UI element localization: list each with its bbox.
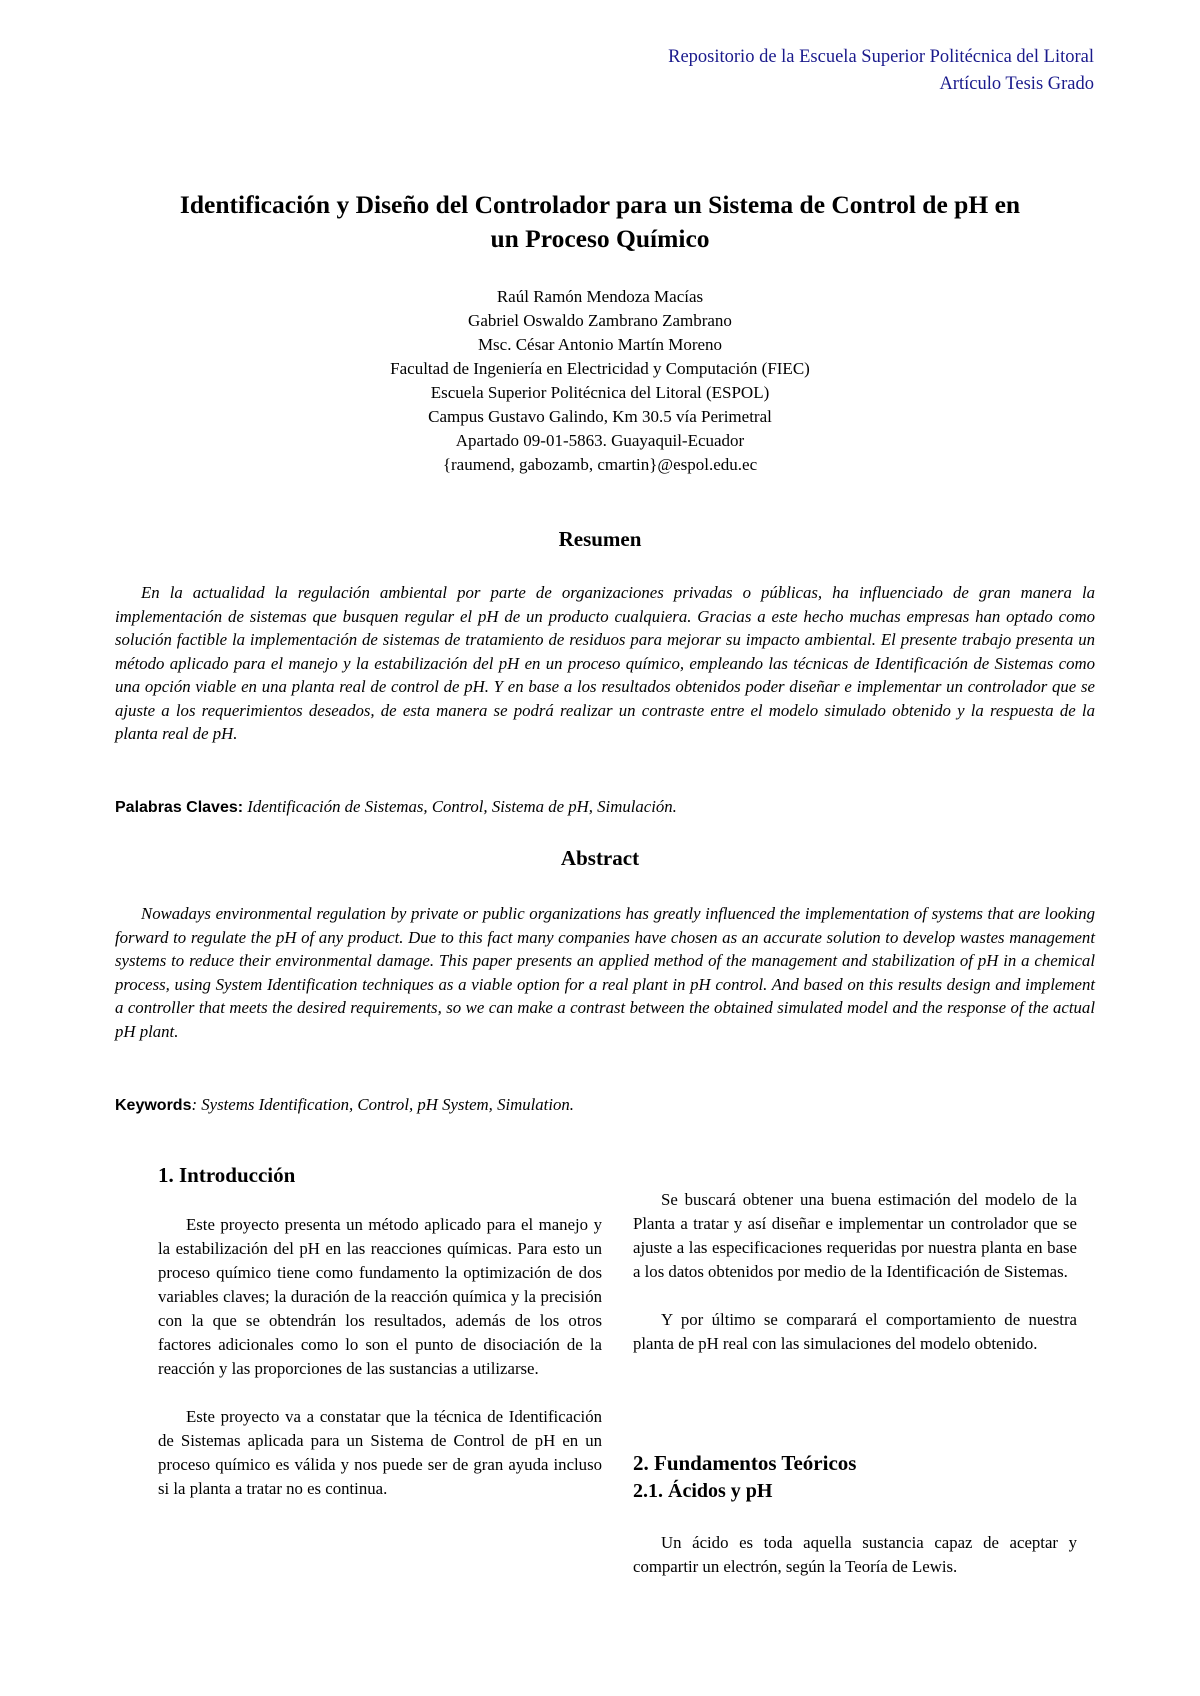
repository-name: Repositorio de la Escuela Superior Politécnica del Litoral: [668, 47, 1094, 67]
resumen-keywords: [115, 795, 1095, 819]
affiliation-campus: Campus Gustavo Galindo, Km 30.5 vía Perimetral: [428, 407, 772, 426]
fundamentos-body: [633, 1531, 1077, 1579]
affiliation-school: Escuela Superior Politécnica del Litoral (ESPOL): [430, 383, 770, 402]
abstract-keywords-label: Keywords: [115, 1097, 192, 1114]
intro-paragraph-2: Este proyecto va a constatar que la técnica de Identificación de Sistemas aplicada para un Sistema de Control de pH en un proceso químico es válida y nos puede ser de gran ayuda incluso si la planta a tratar no es continua.: [158, 1407, 602, 1498]
author-block: [110, 285, 1090, 477]
author-emails: {raumend, gabozamb, cmartin}@espol.edu.ec: [442, 455, 758, 474]
abstract-keywords-list: : Systems Identification, Control, pH System, Simulation.: [191, 1095, 574, 1114]
intro-paragraph-4: Y por último se comparará el comportamiento de nuestra planta de pH real con las simulaciones del modelo obtenido.: [633, 1310, 1077, 1353]
title-line-1: Identificación y Diseño del Controlador para un Sistema de Control de pH en: [179, 190, 1021, 219]
abstract-keywords: [115, 1093, 1095, 1117]
page-header: [668, 44, 1094, 98]
fundamentos-heading: 2. Fundamentos Teóricos: [633, 1451, 857, 1475]
resumen-keywords-label: Palabras Claves:: [115, 799, 244, 816]
abstract-heading: Abstract: [560, 846, 640, 870]
paper-title: [110, 188, 1090, 256]
resumen-heading: Resumen: [558, 527, 642, 551]
resumen-keywords-list: Identificación de Sistemas, Control, Sistema de pH, Simulación.: [243, 797, 677, 816]
intro-heading: 1. Introducción: [158, 1163, 296, 1187]
intro-paragraph-1: Este proyecto presenta un método aplicado para el manejo y la estabilización del pH en las reacciones químicas. Para esto un proceso químico tiene como fundamento la optimización de dos variables claves; la duración de la reacción química y la precisión con la que se obtendrán los resultados, además de los otros factores adicionales como lo son el punto de disociación de la reacción y las proporciones de las sustancias a utilizarse.: [158, 1215, 602, 1378]
intro-right-column: [633, 1188, 1077, 1356]
resumen-body: En la actualidad la regulación ambiental por parte de organizaciones privadas o públicas, ha influenciado de gran manera la implementación de sistemas que busquen regular el pH de un producto cualquiera. Gracias a este hecho muchas empresas han optado como solución factible la implementación de sistemas de tratamiento de residuos para mejorar su impacto ambiental. El presente trabajo presenta un método aplicado para el manejo y la estabilización del pH en un proceso químico, empleando las técnicas de Identificación de Sistemas como una opción viable en una planta real de control de pH. Y en base a los resultados obtenidos poder diseñar e implementar un controlador que se ajuste a los requerimientos deseados, de esta manera se podrá realizar un contraste entre el modelo simulado obtenido y la respuesta de la planta real de pH.: [115, 583, 1095, 743]
abstract-body: Nowadays environmental regulation by private or public organizations has greatly influenced the implementation of systems that are looking forward to regulate the pH of any product. Due to this fact many companies have chosen as an accurate solution to develop wastes management systems to reduce their environmental damage. This paper presents an applied method of the management and stabilization of pH in a chemical process, using System Identification techniques as a viable option for a real plant in pH control. And based on this results design and implement a controller that meets the desired requirements, so we can make a contrast between the obtained simulated model and the response of the actual pH plant.: [115, 904, 1095, 1041]
author-2: Gabriel Oswaldo Zambrano Zambrano: [468, 311, 732, 330]
title-line-2: un Proceso Químico: [490, 224, 710, 253]
author-3: Msc. César Antonio Martín Moreno: [477, 335, 723, 354]
fundamentos-paragraph-1: Un ácido es toda aquella sustancia capaz de aceptar y compartir un electrón, según la Teoría de Lewis.: [633, 1533, 1077, 1576]
acidos-subheading: 2.1. Ácidos y pH: [633, 1480, 773, 1502]
intro-left-column: [158, 1213, 602, 1501]
author-1: Raúl Ramón Mendoza Macías: [496, 287, 704, 306]
document-type: Artículo Tesis Grado: [939, 74, 1094, 94]
intro-paragraph-3: Se buscará obtener una buena estimación del modelo de la Planta a tratar y así diseñar e implementar un controlador que se ajuste a las especificaciones requeridas por nuestra planta en base a los datos obtenidos por medio de la Identificación de Sistemas.: [633, 1190, 1077, 1281]
affiliation-address: Apartado 09-01-5863. Guayaquil-Ecuador: [455, 431, 745, 450]
affiliation-faculty: Facultad de Ingeniería en Electricidad y Computación (FIEC): [390, 359, 810, 378]
